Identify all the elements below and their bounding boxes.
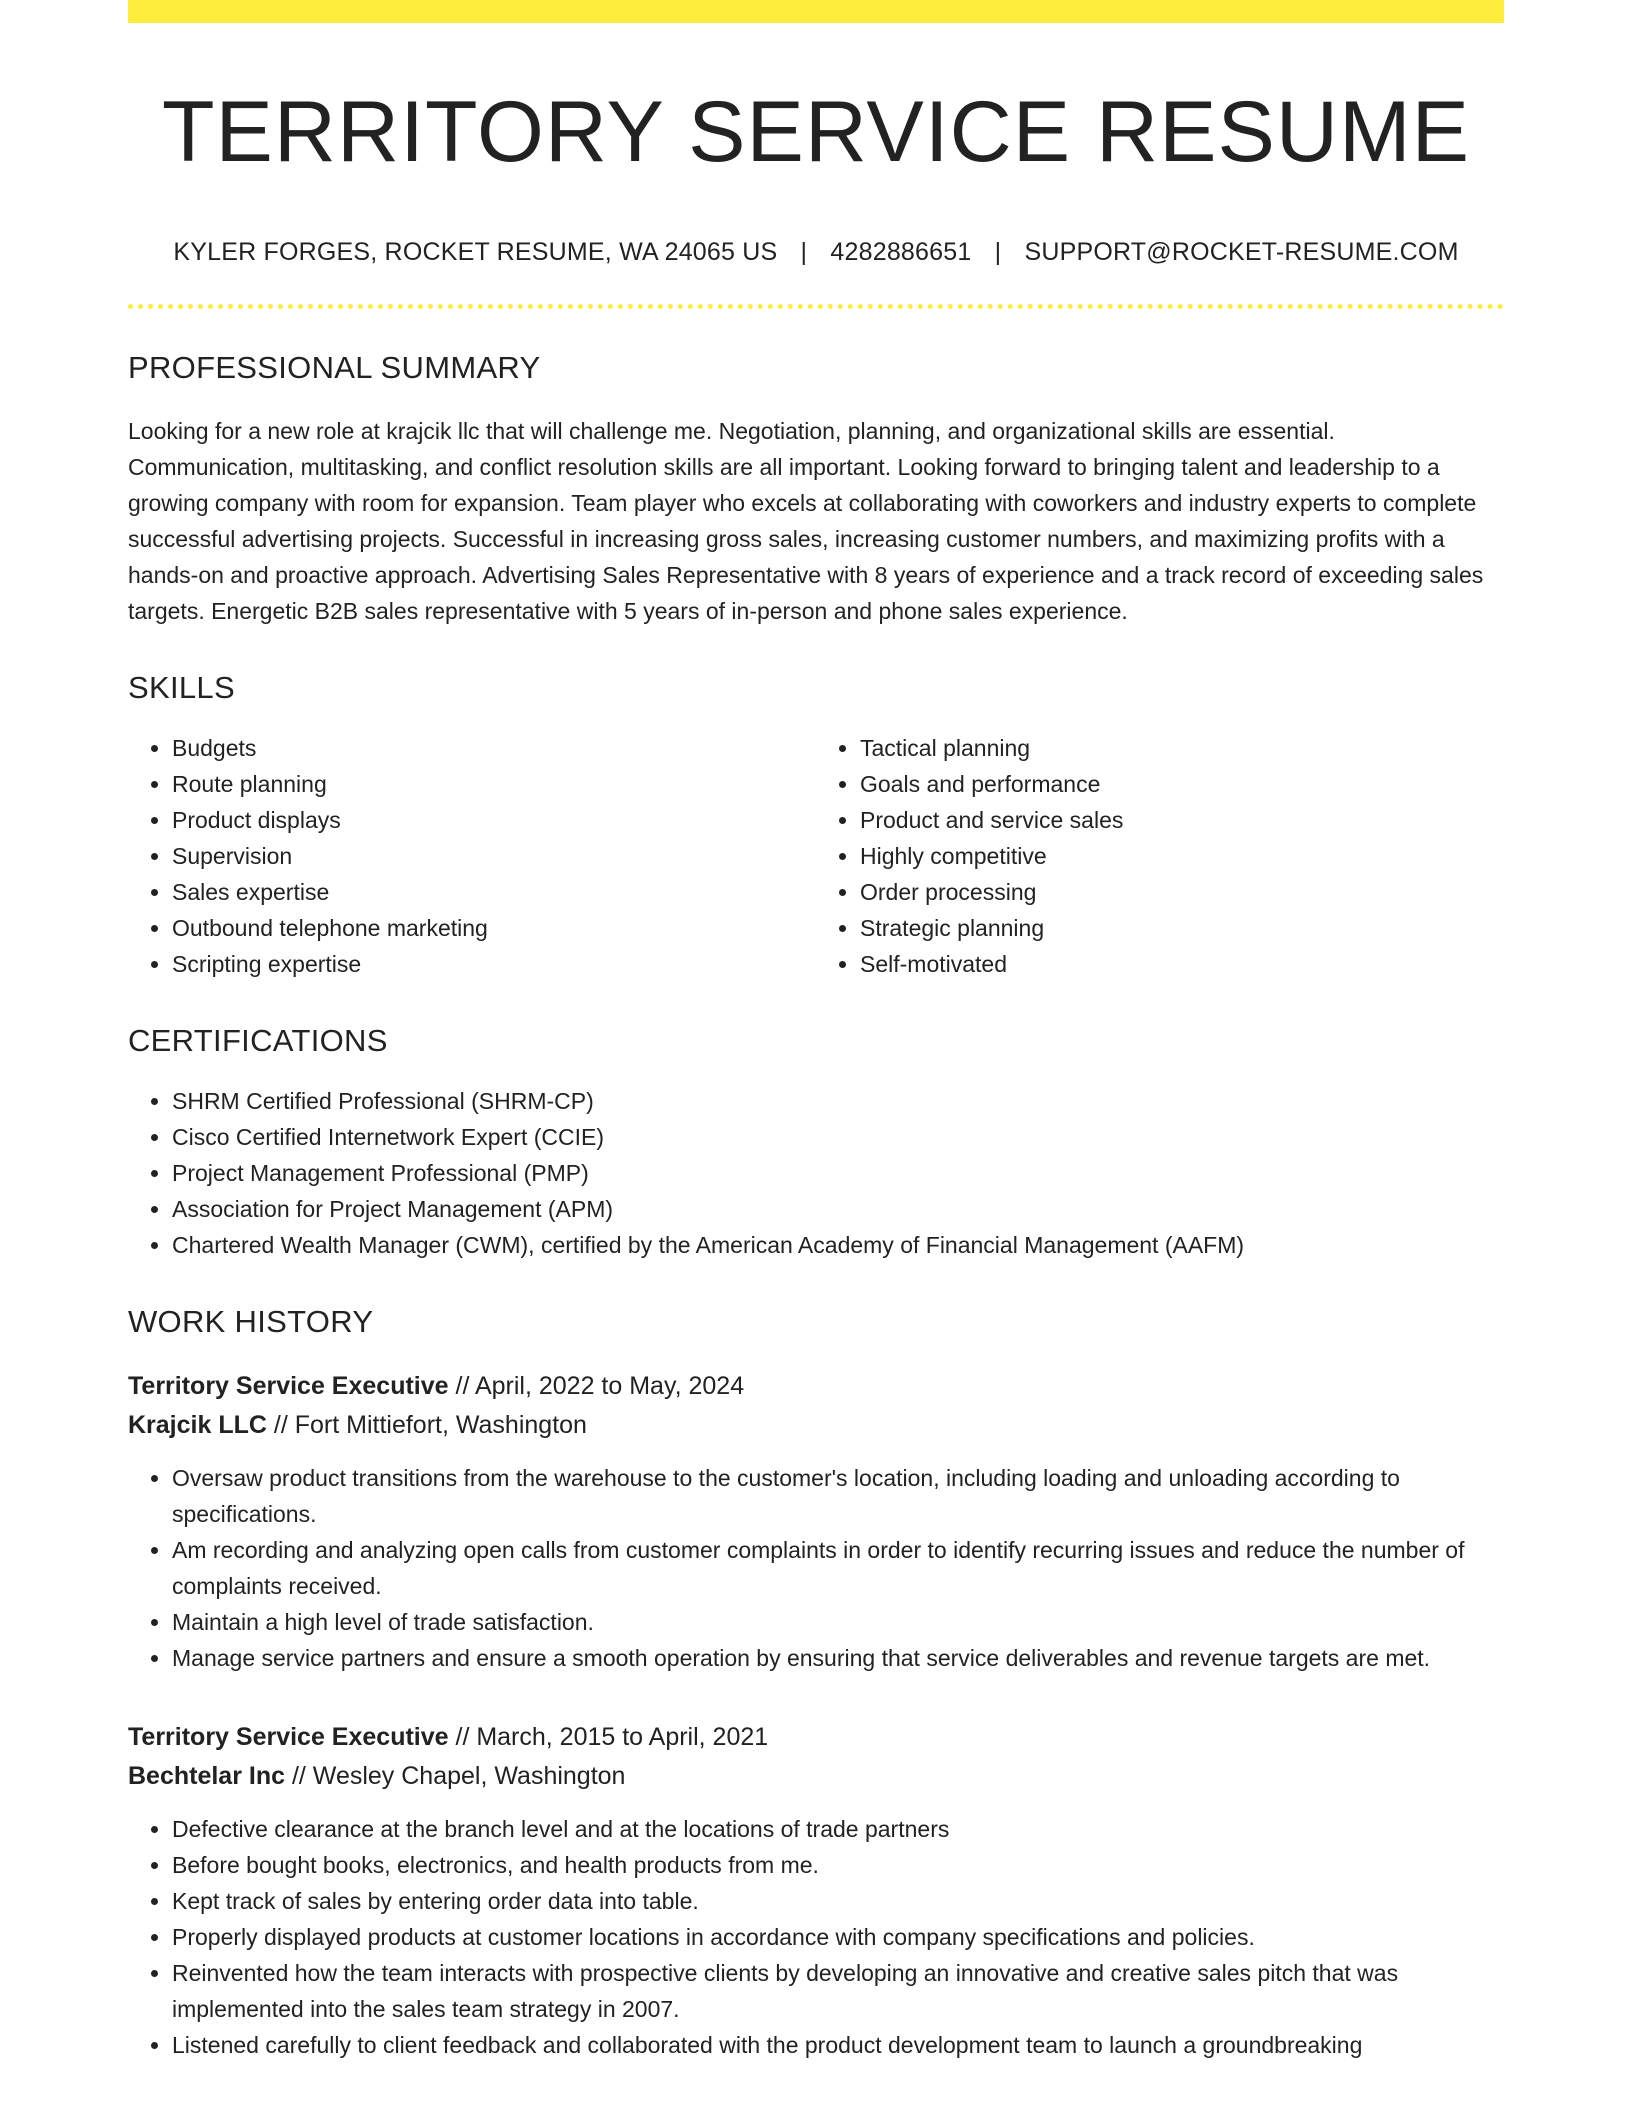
job-bullet: • Listened carefully to client feedback and collaborated with the product development team to launch a groundbreaking (172, 2027, 1504, 2063)
job-bullets (128, 1460, 1504, 1676)
skill-item: • Supervision (172, 838, 816, 874)
job-company-line (128, 1757, 1504, 1796)
job-bullet: • Kept track of sales by entering order data into table. (172, 1883, 1504, 1919)
contact-address: KYLER FORGES, ROCKET RESUME, WA 24065 US (173, 237, 778, 266)
skill-item: • Goals and performance (860, 766, 1504, 802)
resume-content (128, 0, 1504, 2063)
job-location: // Fort Mittiefort, Washington (266, 1411, 587, 1440)
skill-item: • Budgets (172, 730, 816, 766)
contact-phone: 4282886651 (830, 237, 972, 266)
job-title-line (128, 1367, 1504, 1406)
skill-item: • Product and service sales (860, 802, 1504, 838)
job-title: Territory Service Executive (128, 1372, 449, 1401)
certifications-list (128, 1083, 1504, 1263)
job-dates: // March, 2015 to April, 2021 (448, 1723, 769, 1752)
skill-item: • Tactical planning (860, 730, 1504, 766)
job-entry (128, 1367, 1504, 1676)
skill-item: • Product displays (172, 802, 816, 838)
contact-separator: | (800, 237, 808, 266)
summary-text: Looking for a new role at krajcik llc that will challenge me. Negotiation, planning, and organizational skills are essential. Communication, multitasking, and conflict resolution skills are all important. Looking forward to bringing talent and leadership to a growing company with room for expansion. Team player who excels at collaborating with coworkers and industry experts to complete successful advertising projects. Successful in increasing gross sales, increasing customer numbers, and maximizing profits with a hands-on and proactive approach. Advertising Sales Representative with 8 years of experience and a track record of exceeding sales targets. Energetic B2B sales representative with 5 years of in-person and phone sales experience. (128, 417, 1484, 624)
job-location: // Wesley Chapel, Washington (285, 1762, 626, 1791)
job-bullet: • Reinvented how the team interacts with prospective clients by developing an innovative and creative sales pitch that was implemented into the sales team strategy in 2007. (172, 1955, 1504, 2027)
job-bullet: • Manage service partners and ensure a smooth operation by ensuring that service deliverables and revenue targets are met. (172, 1640, 1504, 1676)
dotted-divider (128, 304, 1504, 309)
work-history-heading: WORK HISTORY (128, 1304, 374, 1340)
job-bullet: • Oversaw product transitions from the warehouse to the customer's location, including loading and unloading according to specifications. (172, 1460, 1504, 1532)
resume-title: TERRITORY SERVICE RESUME (162, 84, 1470, 180)
certification-item: • Cisco Certified Internetwork Expert (CCIE) (172, 1119, 1504, 1155)
job-bullet: • Defective clearance at the branch level and at the locations of trade partners (172, 1811, 1504, 1847)
certification-item: • Chartered Wealth Manager (CWM), certified by the American Academy of Financial Management (AAFM) (172, 1227, 1504, 1263)
job-dates: // April, 2022 to May, 2024 (448, 1372, 745, 1401)
accent-top-bar (128, 0, 1504, 23)
skill-item: • Outbound telephone marketing (172, 910, 816, 946)
skill-item: • Route planning (172, 766, 816, 802)
contact-separator: | (994, 237, 1002, 266)
skill-item: • Order processing (860, 874, 1504, 910)
skill-item: • Highly competitive (860, 838, 1504, 874)
summary-heading: PROFESSIONAL SUMMARY (128, 349, 541, 385)
skill-item: • Strategic planning (860, 910, 1504, 946)
certification-item: • Association for Project Management (APM) (172, 1191, 1504, 1227)
skill-item: • Self-motivated (860, 946, 1504, 982)
skills-right-list (816, 730, 1504, 982)
job-title: Territory Service Executive (128, 1723, 449, 1752)
job-company: Krajcik LLC (128, 1411, 267, 1440)
job-bullets (128, 1811, 1504, 2063)
certification-item: • Project Management Professional (PMP) (172, 1155, 1504, 1191)
job-entry (128, 1718, 1504, 2063)
skill-item: • Scripting expertise (172, 946, 816, 982)
contact-line (128, 238, 1504, 267)
job-company-line (128, 1406, 1504, 1445)
job-company: Bechtelar Inc (128, 1762, 286, 1791)
job-bullet: • Am recording and analyzing open calls from customer complaints in order to identify recurring issues and reduce the number of complaints received. (172, 1532, 1504, 1604)
job-title-line (128, 1718, 1504, 1757)
job-bullet: • Maintain a high level of trade satisfaction. (172, 1604, 1504, 1640)
contact-email: SUPPORT@ROCKET-RESUME.COM (1024, 237, 1459, 266)
skill-item: • Sales expertise (172, 874, 816, 910)
job-bullet: • Before bought books, electronics, and health products from me. (172, 1847, 1504, 1883)
certification-item: • SHRM Certified Professional (SHRM-CP) (172, 1083, 1504, 1119)
job-bullet: • Properly displayed products at customer locations in accordance with company specifications and policies. (172, 1919, 1504, 1955)
skills-columns (128, 730, 1504, 982)
skills-heading: SKILLS (128, 669, 235, 705)
certifications-heading: CERTIFICATIONS (128, 1022, 388, 1058)
skills-left-list (128, 730, 816, 982)
